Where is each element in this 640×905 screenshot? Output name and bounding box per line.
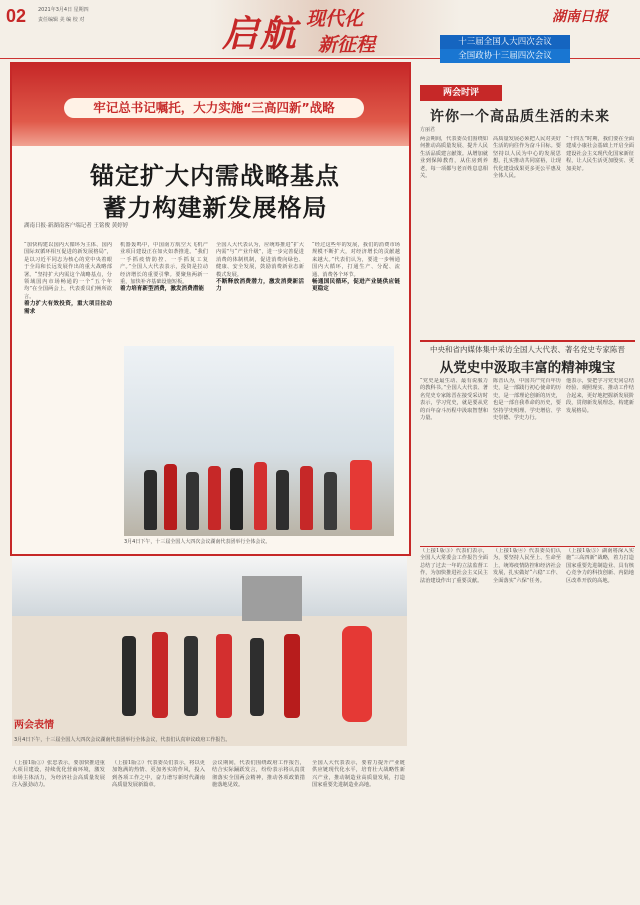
lead-byline: 湖南日报·新湖南客户端记者 王铭俊 黄婷婷 bbox=[24, 223, 129, 229]
person-figure bbox=[122, 636, 136, 716]
issue-date: 2021年3月4日 星期四 bbox=[38, 7, 89, 13]
lead-photo-caption: 3月4日下午，十三届全国人大四次会议湖南代表团举行全体会议。 bbox=[124, 539, 271, 545]
lead-subhead-3: 不断释放消费潜力，激发消费新活力 bbox=[216, 279, 304, 293]
party-history-column-1: “党史是最生动、最有说服力的教科书。”全国人大代表、著名党史专家陈晋在接受采访时表示，学习党史，就是要从党的百年奋斗历程中汲取智慧和力量。 bbox=[420, 378, 488, 422]
person-figure bbox=[342, 626, 372, 722]
bottom-right-column-1: （上接1版③）代表们表示，全国人大常委会工作报告全面总结了过去一年的立法监督工作，为加快推进社会主义民主法治建设作出了重要贡献。 bbox=[420, 548, 488, 584]
cppcc-session-label: 全国政协十三届四次会议 bbox=[440, 49, 570, 63]
person-figure bbox=[254, 462, 267, 530]
newspaper-logo: 湖南日报 bbox=[552, 9, 608, 25]
lead-headline-2: 蓄力构建新发展格局 bbox=[102, 193, 328, 222]
person-figure bbox=[216, 634, 232, 718]
lead-column-3 bbox=[216, 242, 304, 342]
person-figure bbox=[250, 638, 264, 716]
commentary-badge: 两会时评 bbox=[420, 85, 502, 101]
lead-column-4 bbox=[312, 242, 400, 342]
party-history-overline: 中央和省内媒体集中采访全国人大代表、著名党史专家陈晋 bbox=[430, 345, 625, 354]
lead-photo bbox=[124, 346, 394, 536]
section-subtitle-2: 新征程 bbox=[318, 34, 376, 56]
commentary-column-2: 高质量发展必须把人民对美好生活的向往作为奋斗目标。要坚持以人民为中心的发展思想，扎实推动共同富裕，让现代化建设成果更多更公平惠及全体人民。 bbox=[493, 136, 561, 180]
photo-bus bbox=[242, 576, 302, 621]
lead-subhead-2: 着力培育新型消费，激发消费潜能 bbox=[120, 286, 204, 293]
lead-kicker: 牢记总书记嘱托，大力实施“三高四新”战略 bbox=[64, 98, 364, 118]
photo-sky bbox=[12, 556, 407, 616]
bottom-left-columns bbox=[12, 760, 407, 900]
bottom-left-column-4: 全国人大代表表示，要着力提升产业链供应链现代化水平，培育壮大战略性新兴产业，推动制造业高质量发展，打造国家重要先进制造业高地。 bbox=[312, 760, 405, 789]
person-figure bbox=[284, 634, 300, 718]
editor-meta: 责任编辑 美 编 校 对 bbox=[38, 17, 85, 23]
person-figure bbox=[230, 468, 243, 530]
person-figure bbox=[144, 470, 157, 530]
section-divider bbox=[420, 546, 635, 547]
section-subtitle-1: 现代化 bbox=[306, 8, 364, 30]
person-figure bbox=[152, 632, 168, 718]
lead-subhead-4: 畅通国民循环，促进产业链供应链更稳定 bbox=[312, 279, 400, 293]
bottom-photo-caption: 3月4日下午，十三届全国人大四次会议湖南代表团举行全体会议，代表们认真审议政府工作报告。 bbox=[14, 737, 231, 743]
page-number: 02 bbox=[6, 6, 27, 26]
lead-text-4: “经过这些年的发展，我们的消费市场规模不断扩大，对经济增长的贡献越来越大。”代表们认为，要进一步畅通国内大循环，打通生产、分配、流通、消费各个环节。 bbox=[312, 242, 400, 278]
lead-text-1: “加快构建以国内大循环为主体、国内国际双循环相互促进的新发展格局”，是以习近平同志为核心的党中央着眼于全局和长远发展作出的重大战略部署。“坚持扩大内需这个战略基点，分领域国内市场畅通的一个“五个年均”在全国两会上，代表委员们畅所欲言。 bbox=[24, 242, 112, 300]
lead-subhead-1: 着力扩大有效投资，重大项目拉动需求 bbox=[24, 301, 112, 315]
commentary-column-1: 两会期间，代表委员们围绕如何推动高质量发展、提升人民生活品质建言献策。从增加就业到保障教育，从住房到养老，每一项都与老百姓息息相关。 bbox=[420, 136, 488, 180]
two-sessions-label: 两会表情 bbox=[14, 720, 54, 731]
lead-text-3: 全国人大代表认为，应统筹推进“扩大内需”与“产业升级”，进一步完善促进消费的体制机制，促进消费向绿色、健康、安全发展，鼓励消费新业态新模式发展。 bbox=[216, 242, 304, 278]
lead-headline-1: 锚定扩大内需战略基点 bbox=[90, 161, 340, 190]
page-header bbox=[0, 0, 640, 59]
commentary-column-3: “十四五”时期，我们要在全面建成小康社会基础上开启全面建设社会主义现代化国家新征程，让人民生活更加殷实、更加美好。 bbox=[566, 136, 634, 172]
commentary-columns bbox=[420, 136, 635, 336]
section-divider bbox=[420, 340, 635, 342]
person-figure bbox=[164, 464, 177, 530]
party-history-headline: 从党史中汲取丰富的精神瑰宝 bbox=[439, 360, 616, 376]
person-figure bbox=[350, 460, 372, 530]
bottom-right-columns bbox=[420, 548, 635, 900]
commentary-author: 方丽君 bbox=[420, 127, 436, 133]
person-figure bbox=[208, 466, 221, 530]
person-figure bbox=[324, 472, 337, 530]
lead-column-1 bbox=[24, 242, 112, 547]
lead-text-2: 机器轰鸣中，中国南方航空大飞机产业项目建设正在如火如荼推进。“我们一手抓疫情防控、一手抓复工复产。”全国人大代表表示，投资是拉动经济增长的重要引擎。要聚焦两新一重，加快补齐基础设施短板。 bbox=[120, 242, 208, 286]
bottom-photo bbox=[12, 556, 407, 746]
commentary-title: 许你一个高品质生活的未来 bbox=[430, 109, 610, 125]
npc-session-label: 十三届全国人大四次会议 bbox=[440, 35, 570, 49]
bottom-right-column-3: （上接1版⑤）湖南将深入实施“三高四新”战略，着力打造国家重要先进制造业、具有核心竞争力的科技创新、内陆地区改革开放的高地。 bbox=[566, 548, 634, 584]
person-figure bbox=[186, 472, 199, 530]
person-figure bbox=[276, 470, 289, 530]
person-figure bbox=[300, 466, 313, 530]
section-title: 启航 bbox=[222, 13, 299, 55]
bottom-left-column-3: 会议期间，代表们围绕政府工作报告，结合实际踊跃发言，纷纷表示将认真贯彻落实全国两会精神，推动各项政策措施落地见效。 bbox=[212, 760, 305, 789]
party-history-column-2: 陈晋认为，中国共产党百年历史，是一部践行初心使命的历史，是一部理论创新的历史，也是一部自我革命的历史，要坚持学史明理、学史增信、学史崇德、学史力行。 bbox=[493, 378, 561, 422]
lead-story bbox=[10, 62, 411, 556]
party-history-column-3: 他表示，要把学习党史同总结经验、观照现实、推动工作结合起来，更好地把握新发展阶段，贯彻新发展理念，构建新发展格局。 bbox=[566, 378, 634, 414]
bottom-right-column-2: （上接1版④）代表委员们认为，要坚持人民至上、生命至上，统筹疫情防控和经济社会发展，扎实做好“六稳”工作、全面落实“六保”任务。 bbox=[493, 548, 561, 584]
person-figure bbox=[184, 636, 198, 716]
bottom-left-column-2: （上接1版②）代表委员们表示，将以更加饱满的热情、更加务实的作风，投入到各项工作之中，奋力谱写新时代湖南高质量发展新篇章。 bbox=[112, 760, 205, 789]
bottom-left-column-1: （上接1版①）张忠表示，要加快推进重大项目建设，持续优化营商环境，激发市场主体活力，为经济社会高质量发展注入强劲动力。 bbox=[12, 760, 105, 789]
party-history-columns bbox=[420, 378, 635, 543]
